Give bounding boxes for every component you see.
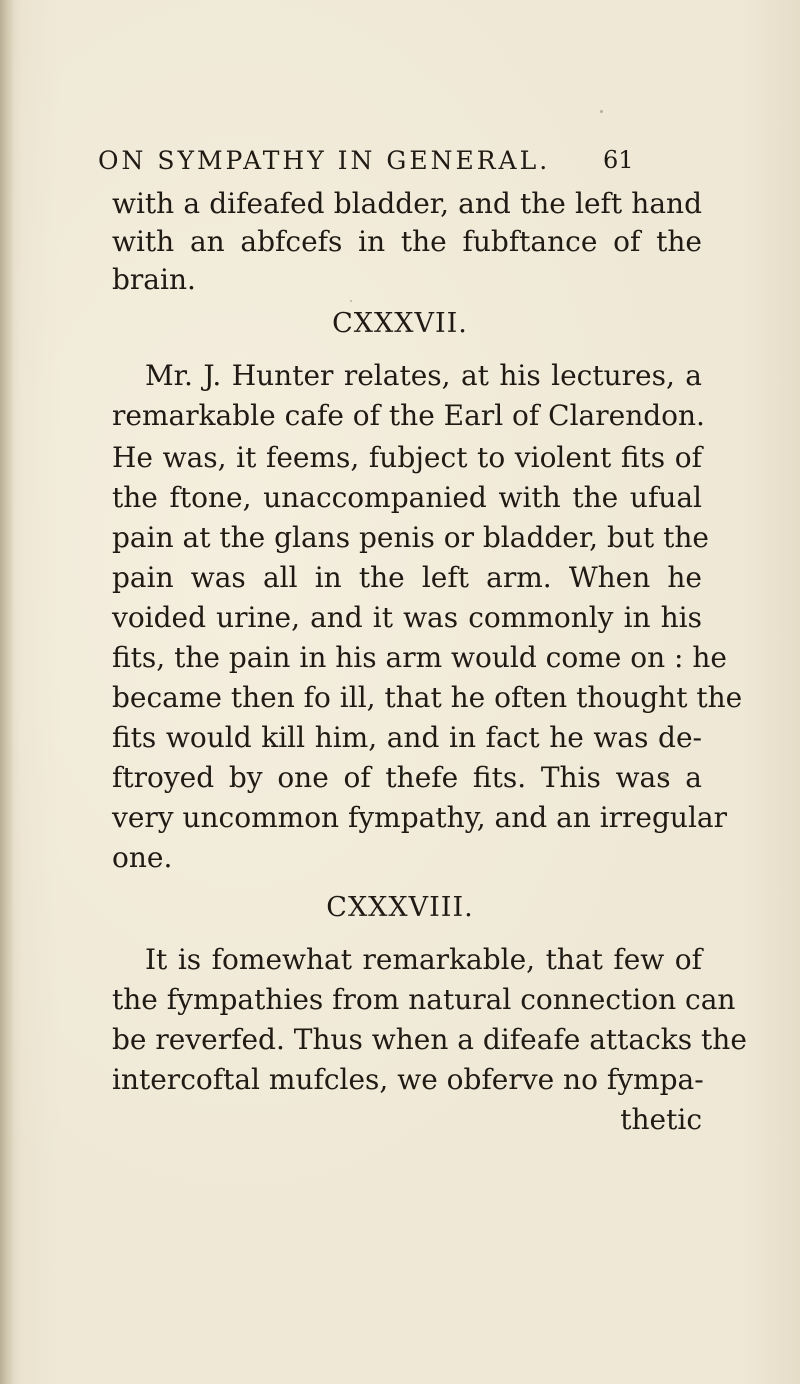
text-line: fits would kill him, and in fact he was de- xyxy=(112,721,702,754)
text-line: pain was all in the left arm. When he xyxy=(112,561,702,594)
text-line: with a difeafed bladder, and the left hand xyxy=(112,187,702,220)
text-line: remarkable cafe of the Earl of Clarendon. xyxy=(112,399,705,432)
text-line: fits, the pain in his arm would come on : he xyxy=(112,641,727,674)
text-line: He was, it feems, fubject to violent fits of xyxy=(112,441,702,474)
page-header xyxy=(98,146,638,182)
text-line: voided urine, and it was commonly in his xyxy=(112,601,702,634)
text-line: be reverfed. Thus when a difeafe attacks the xyxy=(112,1023,747,1056)
paper-speck xyxy=(540,1080,543,1082)
text-line: ftroyed by one of thefe fits. This was a xyxy=(112,761,702,794)
running-head: ON SYMPATHY IN GENERAL. xyxy=(98,146,551,175)
section-number: CXXXVIII. xyxy=(326,892,474,923)
paragraph-first-line: It is fomewhat remarkable, that few of xyxy=(145,943,702,976)
text-line: brain. xyxy=(112,263,196,296)
text-line: intercoftal mufcles, we obferve no fympa- xyxy=(112,1063,704,1096)
text-line: became then fo ill, that he often thought the xyxy=(112,681,743,714)
text-line: the ftone, unaccompanied with the ufual xyxy=(112,481,702,514)
page-number: 61 xyxy=(603,146,634,174)
text-line: the fympathies from natural connection can xyxy=(112,983,736,1016)
text-line: one. xyxy=(112,841,173,874)
paper-speck xyxy=(350,300,352,302)
paper-speck xyxy=(600,110,603,113)
text-line: pain at the glans penis or bladder, but the xyxy=(112,521,709,554)
text-line: very uncommon fympathy, and an irregular xyxy=(112,801,727,834)
section-number: CXXXVII. xyxy=(332,308,468,339)
page-binding-edge xyxy=(0,0,14,1384)
text-line: with an abfcefs in the fubftance of the xyxy=(112,225,702,258)
paper-speck xyxy=(662,775,667,779)
catchword: thetic xyxy=(620,1103,702,1136)
paragraph-first-line: Mr. J. Hunter relates, at his lectures, a xyxy=(145,359,702,392)
